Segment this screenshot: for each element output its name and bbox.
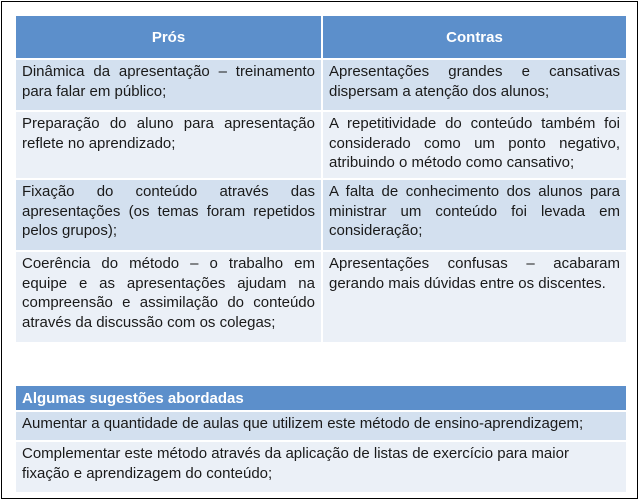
- document-frame: [1, 1, 638, 499]
- suggestions-header: Algumas sugestões abordadas: [16, 386, 626, 410]
- table-row: [16, 250, 626, 342]
- table-row: [16, 178, 626, 250]
- cons-header: Contras: [321, 16, 626, 58]
- pro-cell: Coerência do método – o trabalho em equipe e as apresentações ajudam na compreensão e assimilação do conteúdo através da discussão com os colegas;: [16, 250, 321, 342]
- pros-cons-table: [16, 16, 626, 342]
- suggestion-row: [16, 410, 626, 440]
- table-row: [16, 110, 626, 178]
- pro-cell: Dinâmica da apresentação – treinamento para falar em público;: [16, 58, 321, 110]
- suggestion-cell: Complementar este método através da aplicação de listas de exercício para maior fixação e aprendizagem do conteúdo;: [16, 440, 626, 492]
- suggestions-table: [16, 386, 626, 492]
- pro-cell: Preparação do aluno para apresentação reflete no aprendizado;: [16, 110, 321, 178]
- header-row: [16, 16, 626, 58]
- suggestion-cell: Aumentar a quantidade de aulas que utilizem este método de ensino-aprendizagem;: [16, 410, 626, 440]
- suggestions-header-row: [16, 386, 626, 410]
- con-cell: Apresentações grandes e cansativas dispersam a atenção dos alunos;: [321, 58, 626, 110]
- con-cell: A falta de conhecimento dos alunos para ministrar um conteúdo foi levada em consideração;: [321, 178, 626, 250]
- pro-cell: Fixação do conteúdo através das apresentações (os temas foram repetidos pelos grupos);: [16, 178, 321, 250]
- con-cell: Apresentações confusas – acabaram gerando mais dúvidas entre os discentes.: [321, 250, 626, 342]
- suggestion-row: [16, 440, 626, 492]
- con-cell: A repetitividade do conteúdo também foi considerado como um ponto negativo, atribuindo o método como cansativo;: [321, 110, 626, 178]
- pros-header: Prós: [16, 16, 321, 58]
- table-row: [16, 58, 626, 110]
